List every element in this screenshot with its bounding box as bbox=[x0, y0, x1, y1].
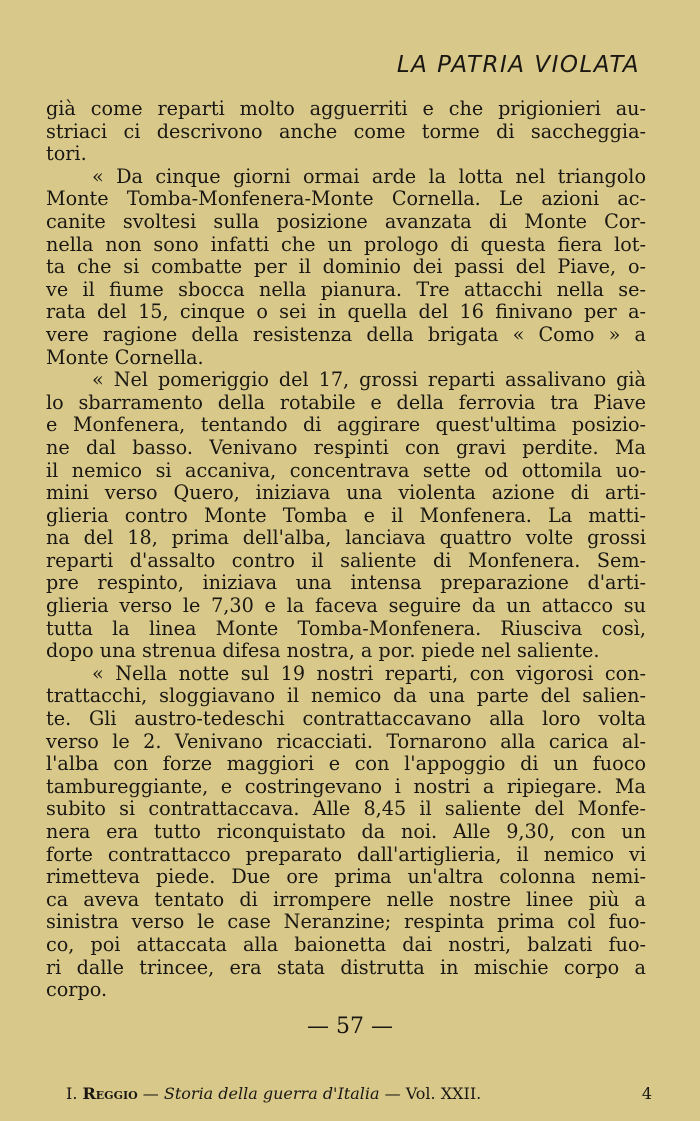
text-line: forte contrattacco preparato dall'artiglieria, il nemico vi bbox=[46, 842, 646, 866]
footer-dash: — bbox=[384, 1084, 401, 1103]
text-line: « Da cinque giorni ormai arde la lotta nel triangolo bbox=[92, 164, 646, 188]
text-line: « Nella notte sul 19 nostri reparti, con vigorosi con- bbox=[92, 661, 646, 685]
text-line: mini verso Quero, iniziava una violenta azione di arti- bbox=[46, 481, 646, 505]
text-line: pre respinto, iniziava una intensa preparazione d'arti- bbox=[46, 571, 646, 595]
text-line: lo sbarramento della rotabile e della ferrovia tra Piave bbox=[46, 390, 646, 414]
text-line: « Nel pomeriggio del 17, grossi reparti assalivano già bbox=[92, 368, 646, 392]
text-line: sinistra verso le case Neranzine; respinta prima col fuo- bbox=[46, 910, 646, 934]
text-line: co, poi attaccata alla baionetta dai nostri, balzati fuo- bbox=[46, 932, 646, 956]
text-line: nera era tutto riconquistato da noi. Alle 9,30, con un bbox=[46, 820, 646, 843]
text-line: verso le 2. Venivano ricacciati. Tornarono alla carica al- bbox=[46, 729, 646, 753]
footer-book-title: Storia della guerra d'Italia bbox=[163, 1084, 380, 1103]
text-line: già come reparti molto agguerriti e che prigionieri au- bbox=[46, 97, 646, 120]
text-line: il nemico si accaniva, concentrava sette od ottomila uo- bbox=[46, 458, 646, 482]
text-line: dopo una strenua difesa nostra, a por. piede nel saliente. bbox=[46, 639, 600, 663]
text-line: glieria verso le 7,30 e la faceva seguire da un attacco su bbox=[46, 594, 646, 618]
text-line: nella non sono infatti che un prologo di questa fiera lot- bbox=[46, 232, 646, 256]
text-line: vere ragione della resistenza della brigata « Como » a bbox=[46, 322, 646, 346]
text-line: ne dal basso. Venivano respinti con gravi perdite. Ma bbox=[46, 435, 646, 459]
footer-author-initial: I. bbox=[66, 1084, 78, 1103]
text-line: Monte Tomba-Monfenera-Monte Cornella. Le azioni ac- bbox=[46, 187, 646, 211]
text-line: subito si contrattaccava. Alle 8,45 il saliente del Monfe- bbox=[46, 797, 646, 821]
text-line: tori. bbox=[46, 142, 87, 166]
text-line: striaci ci descrivono anche come torme di saccheggia- bbox=[46, 119, 646, 143]
paragraph bbox=[46, 166, 646, 369]
text-line: te. Gli austro-tedeschi contrattaccavano alla loro volta bbox=[46, 707, 646, 731]
text-line: rimetteva piede. Due ore prima un'altra colonna nemi- bbox=[46, 865, 646, 889]
text-line: ca aveva tentato di irrompere nelle nostre linee più a bbox=[46, 887, 646, 911]
text-line: glieria contro Monte Tomba e il Monfenera. La matti- bbox=[46, 503, 646, 527]
footer-signature-mark: 4 bbox=[641, 1084, 652, 1103]
footer-citation bbox=[66, 1084, 481, 1103]
body-text bbox=[46, 98, 646, 1002]
text-line: l'alba con forze maggiori e con l'appoggio di un fuoco bbox=[46, 752, 646, 776]
footer-volume: Vol. XXII. bbox=[405, 1084, 482, 1103]
footer-signature-line bbox=[66, 1084, 652, 1103]
text-line: ta che si combatte per il dominio dei passi del Piave, o- bbox=[46, 255, 646, 279]
text-line: ve il fiume sbocca nella pianura. Tre attacchi nella se- bbox=[46, 277, 646, 301]
paragraph bbox=[46, 98, 646, 166]
text-line: tutta la linea Monte Tomba-Monfenera. Riusciva così, bbox=[46, 616, 646, 640]
footer-dash: — bbox=[142, 1084, 159, 1103]
text-line: ri dalle trincee, era stata distrutta in mischie corpo a bbox=[46, 955, 646, 979]
page-number: — 57 — bbox=[307, 1014, 393, 1039]
text-line: Monte Cornella. bbox=[46, 345, 204, 369]
text-line: trattacchi, sloggiavano il nemico da una parte del salien- bbox=[46, 684, 646, 708]
text-line: canite svoltesi sulla posizione avanzata di Monte Cor- bbox=[46, 209, 646, 233]
paragraph bbox=[46, 663, 646, 1002]
text-line: tambureggiante, e costringevano i nostri a ripiegare. Ma bbox=[46, 774, 646, 798]
footer-author-name: Reggio bbox=[82, 1084, 138, 1103]
running-head: LA PATRIA VIOLATA bbox=[396, 52, 640, 78]
text-line: na del 18, prima dell'alba, lanciava quattro volte grossi bbox=[46, 526, 646, 550]
text-line: rata del 15, cinque o sei in quella del 16 finivano per a- bbox=[46, 300, 646, 324]
paragraph bbox=[46, 369, 646, 663]
text-line: reparti d'assalto contro il saliente di Monfenera. Sem- bbox=[46, 548, 646, 572]
text-line: corpo. bbox=[46, 978, 108, 1002]
text-line: e Monfenera, tentando di aggirare quest'ultima posizio- bbox=[46, 413, 646, 437]
